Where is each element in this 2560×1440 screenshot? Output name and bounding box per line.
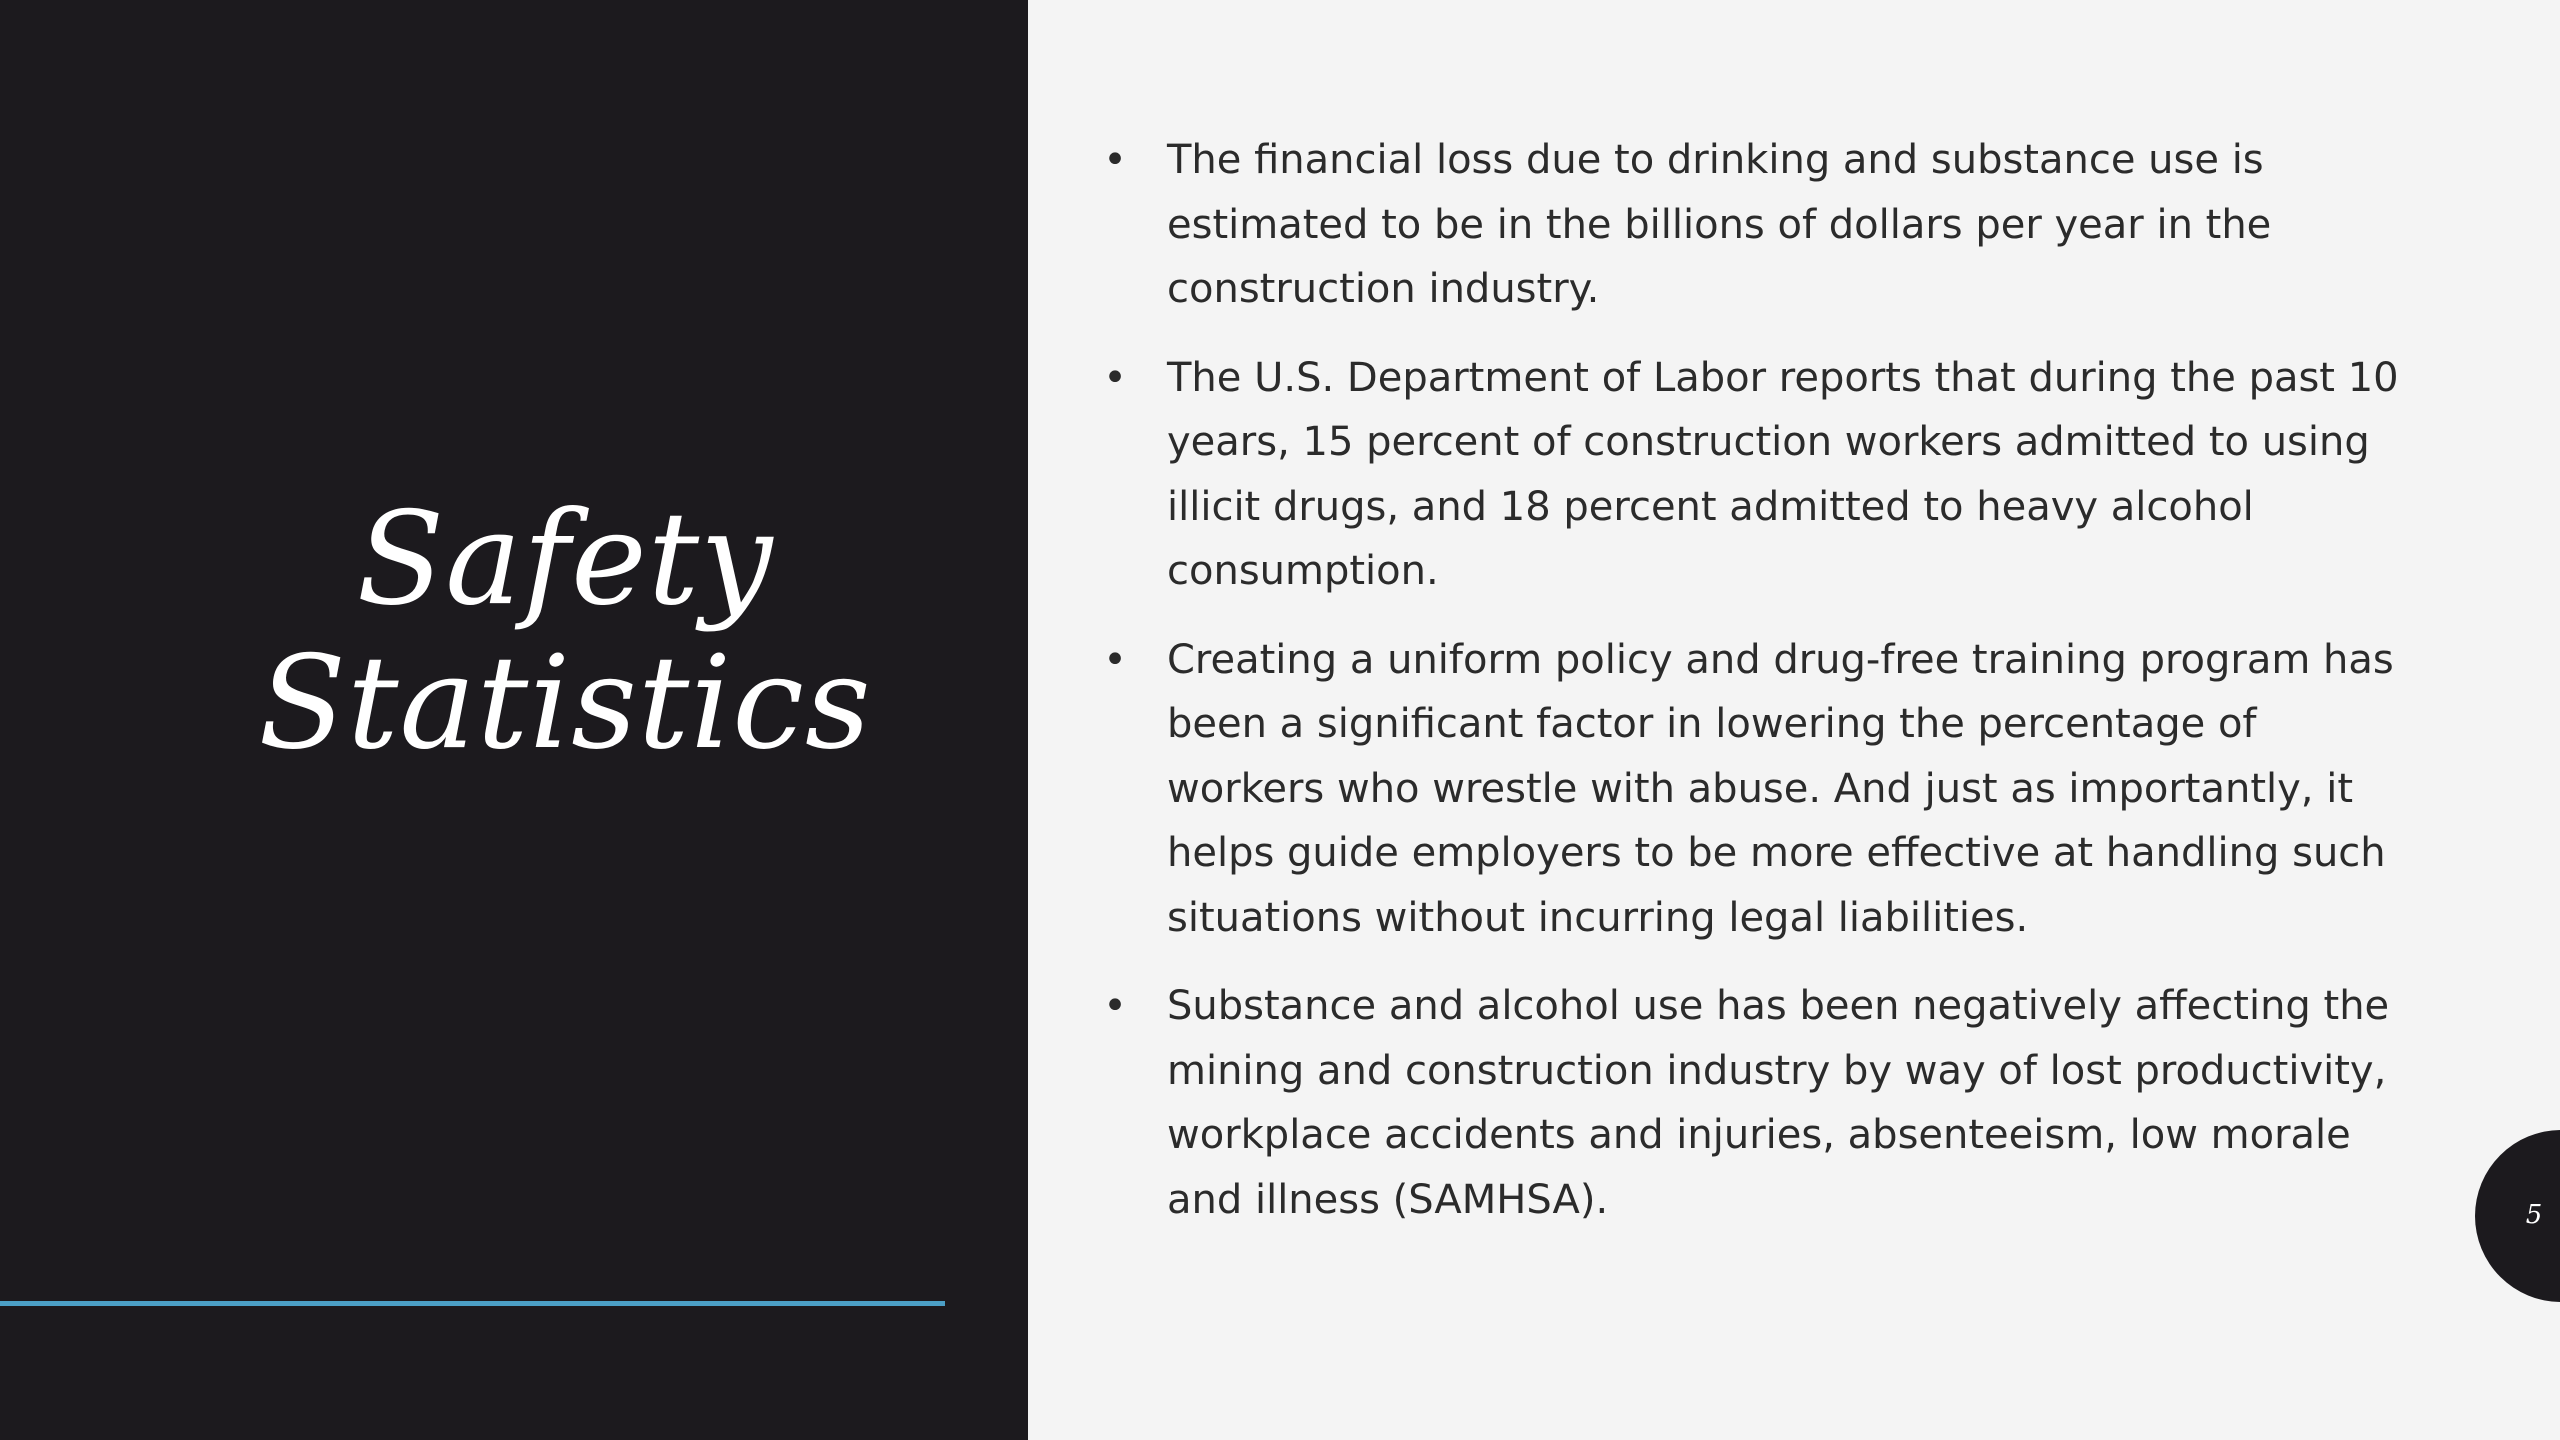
bullet-text-3: Creating a uniform policy and drug-free training program has been a significant factor in lowering the percentage of workers who wrestle with abuse. And just as importantly, it helps guide employers to be more effective at handling such situations without incurring legal liabilities. (1167, 636, 2394, 941)
slide-title (0, 485, 1130, 778)
bullet-item-3 (1100, 628, 2410, 951)
content-area (1100, 128, 2410, 1256)
bullet-text-2: The U.S. Department of Labor reports that during the past 10 years, 15 percent of construction workers admitted to using illicit drugs, and 18 percent admitted to heavy alcohol consumption. (1167, 354, 2399, 594)
slide-title-line-2: Statistics (258, 629, 872, 778)
bullet-list (1100, 128, 2410, 1232)
accent-divider-line (0, 1301, 945, 1306)
bullet-item-4 (1100, 974, 2410, 1232)
bullet-text-1: The financial loss due to drinking and substance use is estimated to be in the billions of dollars per year in the construction industry. (1167, 137, 2272, 312)
bullet-icon: • (1103, 636, 1127, 683)
bullet-item-2 (1100, 346, 2410, 604)
bullet-item-1 (1100, 128, 2410, 322)
bullet-text-4: Substance and alcohol use has been negatively affecting the mining and construction industry by way of lost productivity, workplace accidents and injuries, absenteeism, low morale and illness (SAMHSA). (1167, 983, 2390, 1223)
bullet-icon: • (1103, 137, 1127, 183)
bullet-icon: • (1103, 354, 1127, 401)
bullet-icon: • (1103, 983, 1127, 1029)
slide-title-line-1: Safety (356, 485, 774, 634)
page-number: 5 (2525, 1200, 2543, 1230)
